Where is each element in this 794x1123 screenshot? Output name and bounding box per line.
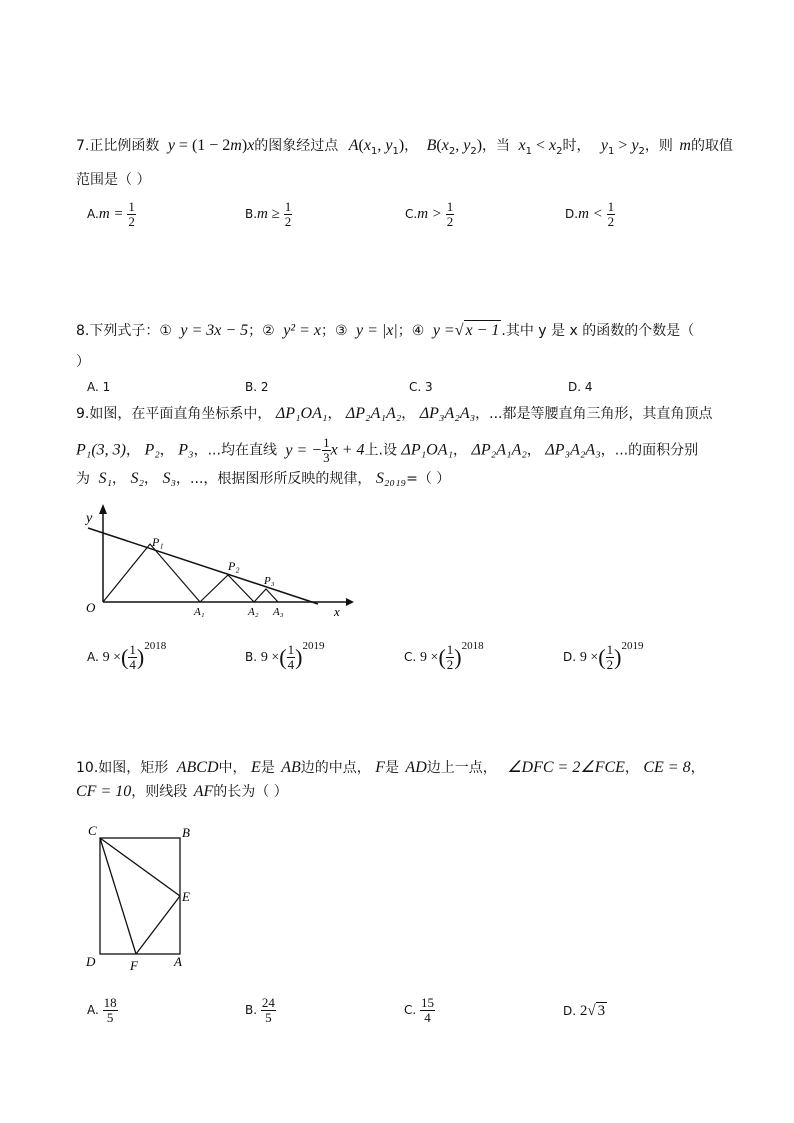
q7-line1: 7.正比例函数 y = (1 − 2m)x的图象经过点 $A(x_1$, $y_1$)， $B(x_2$, $y_2$)，当 $x_1 < x_2$时， $y_1 > y_2$，则 m的取值: [76, 137, 733, 157]
q10-line1: 10.如图，矩形 ABCD中， E是 AB边的中点， F是 AD边上一点， ∠DFC = 2∠FCE， CE = 8，: [76, 759, 705, 776]
q8-option-b[interactable]: B. 2: [245, 380, 269, 394]
rectangle-abcd: [100, 838, 180, 954]
y-axis-arrow: [99, 504, 107, 514]
q8-option-d[interactable]: D. 4: [568, 380, 593, 394]
q9-option-b[interactable]: B. 9 ×( $\frac{1}{4}$ )$^{2019}$: [245, 640, 325, 672]
label-x: x: [334, 604, 340, 619]
q7-option-c[interactable]: C.m > $\frac{1}{2}$: [405, 199, 454, 229]
x-axis-arrow: [346, 598, 354, 606]
q9-option-d[interactable]: D. 9 ×( $\frac{1}{2}$ )$^{2019}$: [563, 640, 644, 672]
label-a: A: [174, 954, 182, 969]
q8-option-c[interactable]: C. 3: [409, 380, 433, 394]
q7-option-b[interactable]: B.m ≥ $\frac{1}{2}$: [245, 199, 292, 229]
q8-line2: ）: [76, 354, 90, 370]
label-c: C: [88, 823, 97, 838]
q9-line2: P₁(3, 3)， P₂， P₃，...均在直线 y = − $\frac{1}{3}$ x + 4上.设 ΔP₁OA₁， ΔP₂A₁A₂， ΔP₃A₂A₃，...的面积分别: [76, 435, 699, 465]
q10-option-a[interactable]: A. $\frac{18}{5}$: [87, 995, 117, 1025]
label-p2: P₂: [228, 559, 240, 573]
q10-line2: CF = 10，则线段 AF的长为（ ）: [76, 783, 288, 800]
label-p3: P₃: [264, 575, 275, 587]
q7-line2: 范围是（ ）: [76, 172, 151, 188]
label-f: F: [130, 958, 138, 973]
q9-figure: [78, 500, 368, 620]
q10-option-b[interactable]: B. $\frac{24}{5}$: [245, 995, 275, 1025]
q7-option-d[interactable]: D.m < $\frac{1}{2}$: [565, 199, 615, 229]
segment-fe: [136, 896, 180, 954]
q9-option-a[interactable]: A. 9 ×( $\frac{1}{4}$ )$^{2018}$: [87, 640, 167, 672]
label-p1: P₁: [152, 535, 164, 549]
label-a2: A₂: [248, 606, 259, 618]
label-b: B: [182, 825, 190, 840]
triangle-3: [254, 589, 278, 602]
line-y: [88, 528, 318, 604]
q10-option-c[interactable]: C. $\frac{15}{4}$: [404, 995, 435, 1025]
triangle-1: [103, 544, 200, 602]
q10-option-d[interactable]: D. 2√ 3: [563, 1003, 606, 1019]
q9-line3: 为 S₁， S₂， S₃，...，根据图形所反映的规律， S₂₀₁₉=（ ）: [76, 470, 451, 487]
q9-option-c[interactable]: C. 9 ×( $\frac{1}{2}$ )$^{2018}$: [404, 640, 484, 672]
segment-ce: [100, 838, 180, 896]
triangle-2: [200, 575, 254, 602]
label-o: O: [86, 600, 96, 615]
label-a3: A₃: [273, 606, 284, 618]
q9-line1: 9.如图，在平面直角坐标系中， ΔP₁OA₁， ΔP₂A₁A₂， ΔP₃A₂A₃，...都是等腰直角三角形，其直角顶点: [76, 405, 713, 422]
label-e: E: [182, 889, 190, 904]
segment-cf: [100, 838, 136, 954]
q10-figure: [84, 820, 204, 976]
label-a1: A₁: [194, 606, 205, 618]
label-d: D: [86, 954, 96, 969]
q8-option-a[interactable]: A. 1: [87, 380, 111, 394]
label-y: y: [86, 511, 93, 526]
q8-line1: 8.下列式子：① y = 3x − 5；② y² = x；③ y = |x|；④ y =√ x − 1 .其中 y 是 x 的函数的个数是（: [76, 322, 695, 339]
q7-option-a[interactable]: A.m = $\frac{1}{2}$: [87, 199, 135, 229]
